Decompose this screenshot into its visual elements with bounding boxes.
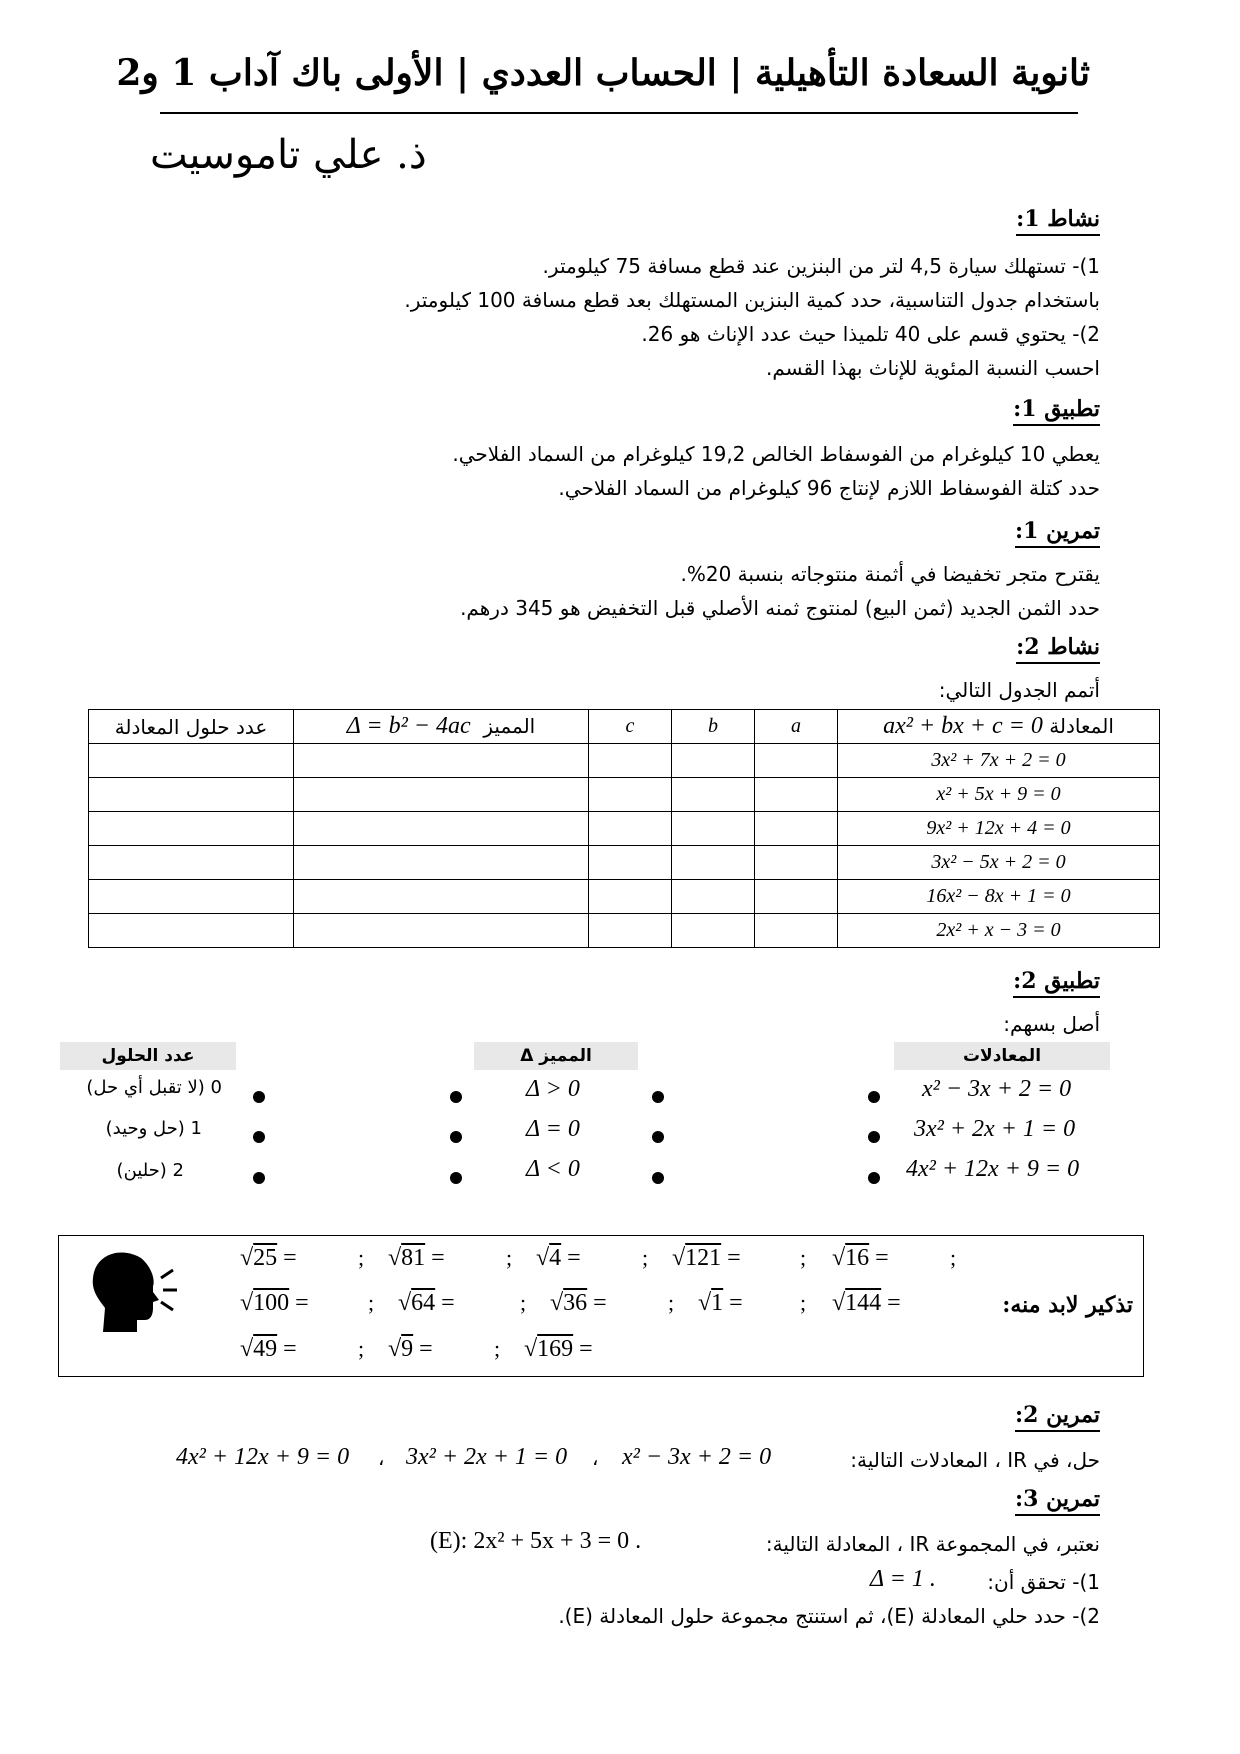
- cell-b[interactable]: [672, 812, 755, 846]
- cell-solutions[interactable]: [89, 846, 294, 880]
- speaking-head-icon: [81, 1248, 181, 1336]
- discriminant-table: [88, 709, 1160, 948]
- cell-c[interactable]: [589, 914, 672, 948]
- match-dot[interactable]: [652, 1091, 664, 1103]
- cell-solutions[interactable]: [89, 914, 294, 948]
- match-dot[interactable]: [450, 1172, 462, 1184]
- row-equation: 16x² − 8x + 1 = 0: [838, 880, 1160, 914]
- solution-option: 2 (حلين): [116, 1160, 184, 1181]
- discriminant-option: Δ < 0: [526, 1156, 580, 1182]
- sqrt-item: √81 =: [388, 1245, 445, 1271]
- activity1-line3: 2)- يحتوي قسم على 40 تلميذا حيث عدد الإناث هو 26.: [641, 322, 1100, 346]
- match-dot[interactable]: [450, 1131, 462, 1143]
- separator: ;: [800, 1290, 807, 1315]
- cell-c[interactable]: [589, 778, 672, 812]
- exercise2-prompt: حل، في IR ، المعادلات التالية:: [850, 1448, 1100, 1472]
- match-dot[interactable]: [868, 1131, 880, 1143]
- cell-b[interactable]: [672, 744, 755, 778]
- separator: ،: [592, 1446, 599, 1470]
- match-dot[interactable]: [868, 1091, 880, 1103]
- cell-a[interactable]: [755, 914, 838, 948]
- cell-solutions[interactable]: [89, 880, 294, 914]
- cell-a[interactable]: [755, 812, 838, 846]
- sqrt-item: √121 =: [672, 1245, 741, 1271]
- sqrt-item: √4 =: [536, 1245, 581, 1271]
- exercise3-heading: تمرين 3:: [1015, 1486, 1100, 1516]
- cell-discriminant[interactable]: [294, 744, 589, 778]
- cell-a[interactable]: [755, 846, 838, 880]
- exercise1-heading: تمرين 1:: [1015, 518, 1100, 548]
- cell-discriminant[interactable]: [294, 914, 589, 948]
- cell-solutions[interactable]: [89, 744, 294, 778]
- separator: ;: [358, 1336, 365, 1361]
- sqrt-item: √9 =: [388, 1336, 433, 1362]
- exercise2-equation: x² − 3x + 2 = 0: [622, 1444, 772, 1470]
- col-header-solutions: عدد الحلول: [60, 1042, 236, 1070]
- header-a: a: [755, 710, 838, 744]
- col-header-discriminant: المميز Δ: [474, 1042, 638, 1070]
- page-header-title: ثانوية السعادة التأهيلية | الحساب العددي | الأولى باك آداب 1 و2: [116, 52, 1090, 94]
- separator: ;: [668, 1290, 675, 1315]
- separator: ;: [494, 1336, 501, 1361]
- table-row: [89, 880, 1160, 914]
- cell-b[interactable]: [672, 880, 755, 914]
- match-dot[interactable]: [253, 1091, 265, 1103]
- header-solutions-count: عدد حلول المعادلة: [89, 710, 294, 744]
- activity2-instruction: أتمم الجدول التالي:: [938, 678, 1100, 702]
- exercise2-equation: 4x² + 12x + 9 = 0: [176, 1444, 350, 1470]
- exercise3-q1: 1)- تحقق أن:: [987, 1570, 1100, 1594]
- application2-heading: تطبيق 2:: [1013, 968, 1100, 998]
- match-dot[interactable]: [652, 1172, 664, 1184]
- cell-a[interactable]: [755, 778, 838, 812]
- activity1-line4: احسب النسبة المئوية للإناث بهذا القسم.: [766, 356, 1100, 380]
- col-header-equations: المعادلات: [894, 1042, 1110, 1070]
- table-row: [89, 744, 1160, 778]
- header-b: b: [672, 710, 755, 744]
- separator: ;: [950, 1245, 957, 1270]
- cell-b[interactable]: [672, 778, 755, 812]
- sqrt-item: √169 =: [524, 1336, 593, 1362]
- activity1-line1: 1)- تستهلك سيارة 4,5 لتر من البنزين عند قطع مسافة 75 كيلومتر.: [542, 254, 1100, 278]
- table-header-row: [89, 710, 1160, 744]
- equation-option: x² − 3x + 2 = 0: [922, 1076, 1072, 1102]
- separator: ،: [378, 1446, 385, 1470]
- sqrt-item: √16 =: [832, 1245, 889, 1271]
- solution-option: 0 (لا تقبل أي حل): [86, 1077, 222, 1098]
- sqrt-item: √25 =: [240, 1245, 297, 1271]
- exercise3-prompt: نعتبر، في المجموعة IR ، المعادلة التالية:: [765, 1532, 1100, 1556]
- table-row: [89, 812, 1160, 846]
- separator: ;: [800, 1245, 807, 1270]
- header-discriminant: [294, 710, 589, 744]
- table-row: [89, 914, 1160, 948]
- sqrt-item: √49 =: [240, 1336, 297, 1362]
- equation-option: 3x² + 2x + 1 = 0: [914, 1116, 1076, 1142]
- match-dot[interactable]: [652, 1131, 664, 1143]
- exercise1-line1: يقترح متجر تخفيضا في أثمنة منتوجاته بنسبة 20%.: [680, 562, 1100, 586]
- header-discriminant-label: المميز: [483, 714, 536, 738]
- row-equation: 3x² + 7x + 2 = 0: [838, 744, 1160, 778]
- separator: ;: [520, 1290, 527, 1315]
- cell-discriminant[interactable]: [294, 846, 589, 880]
- exercise2-heading: تمرين 2:: [1015, 1402, 1100, 1432]
- cell-a[interactable]: [755, 744, 838, 778]
- application1-line2: حدد كتلة الفوسفاط اللازم لإنتاج 96 كيلوغرام من السماد الفلاحي.: [558, 476, 1100, 500]
- cell-discriminant[interactable]: [294, 812, 589, 846]
- table-row: [89, 846, 1160, 880]
- cell-discriminant[interactable]: [294, 778, 589, 812]
- match-dot[interactable]: [868, 1172, 880, 1184]
- row-equation: 2x² + x − 3 = 0: [838, 914, 1160, 948]
- sqrt-item: √36 =: [550, 1290, 607, 1316]
- cell-discriminant[interactable]: [294, 880, 589, 914]
- reminder-label: تذكير لابد منه:: [1002, 1292, 1133, 1318]
- author-name: ذ. علي تاموسيت: [150, 132, 427, 178]
- sqrt-item: √1 =: [698, 1290, 743, 1316]
- cell-c[interactable]: [589, 744, 672, 778]
- activity2-heading: نشاط 2:: [1016, 634, 1100, 664]
- activity1-line2: باستخدام جدول التناسبية، حدد كمية البنزين المستهلك بعد قطع مسافة 100 كيلومتر.: [404, 288, 1100, 312]
- discriminant-option: Δ = 0: [526, 1116, 580, 1142]
- row-equation: x² + 5x + 9 = 0: [838, 778, 1160, 812]
- header-rule: [160, 112, 1078, 114]
- exercise3-q1-math: Δ = 1 .: [870, 1566, 936, 1592]
- header-equation-label: المعادلة: [1049, 714, 1114, 738]
- row-equation: 9x² + 12x + 4 = 0: [838, 812, 1160, 846]
- row-equation: 3x² − 5x + 2 = 0: [838, 846, 1160, 880]
- discriminant-option: Δ > 0: [526, 1076, 580, 1102]
- match-dot[interactable]: [253, 1131, 265, 1143]
- sqrt-item: √100 =: [240, 1290, 309, 1316]
- separator: ;: [368, 1290, 375, 1315]
- exercise3-equation: (E): 2x² + 5x + 3 = 0 .: [430, 1528, 642, 1554]
- sqrt-item: √64 =: [398, 1290, 455, 1316]
- cell-c[interactable]: [589, 812, 672, 846]
- separator: ;: [506, 1245, 513, 1270]
- separator: ;: [642, 1245, 649, 1270]
- cell-b[interactable]: [672, 914, 755, 948]
- application1-heading: تطبيق 1:: [1013, 396, 1100, 426]
- solution-option: 1 (حل وحيد): [105, 1118, 202, 1139]
- header-discriminant-formula: Δ = b² − 4ac: [346, 713, 471, 739]
- application2-instruction: أصل بسهم:: [1003, 1012, 1100, 1036]
- application1-line1: يعطي 10 كيلوغرام من الفوسفاط الخالص 19,2 كيلوغرام من السماد الفلاحي.: [452, 442, 1100, 466]
- match-dot[interactable]: [450, 1091, 462, 1103]
- match-dot[interactable]: [253, 1172, 265, 1184]
- header-equation-form: ax² + bx + c = 0: [883, 713, 1043, 739]
- header-equation: [838, 710, 1160, 744]
- separator: ;: [358, 1245, 365, 1270]
- cell-c[interactable]: [589, 880, 672, 914]
- cell-solutions[interactable]: [89, 812, 294, 846]
- sqrt-item: √144 =: [832, 1290, 901, 1316]
- cell-solutions[interactable]: [89, 778, 294, 812]
- activity1-heading: نشاط 1:: [1016, 206, 1100, 236]
- cell-b[interactable]: [672, 846, 755, 880]
- exercise2-equation: 3x² + 2x + 1 = 0: [406, 1444, 568, 1470]
- header-c: c: [589, 710, 672, 744]
- exercise3-q2: 2)- حدد حلي المعادلة (E)، ثم استنتج مجموعة حلول المعادلة (E).: [558, 1604, 1100, 1628]
- exercise1-line2: حدد الثمن الجديد (ثمن البيع) لمنتوج ثمنه الأصلي قبل التخفيض هو 345 درهم.: [460, 596, 1100, 620]
- cell-c[interactable]: [589, 846, 672, 880]
- equation-option: 4x² + 12x + 9 = 0: [906, 1156, 1080, 1182]
- cell-a[interactable]: [755, 880, 838, 914]
- table-row: [89, 778, 1160, 812]
